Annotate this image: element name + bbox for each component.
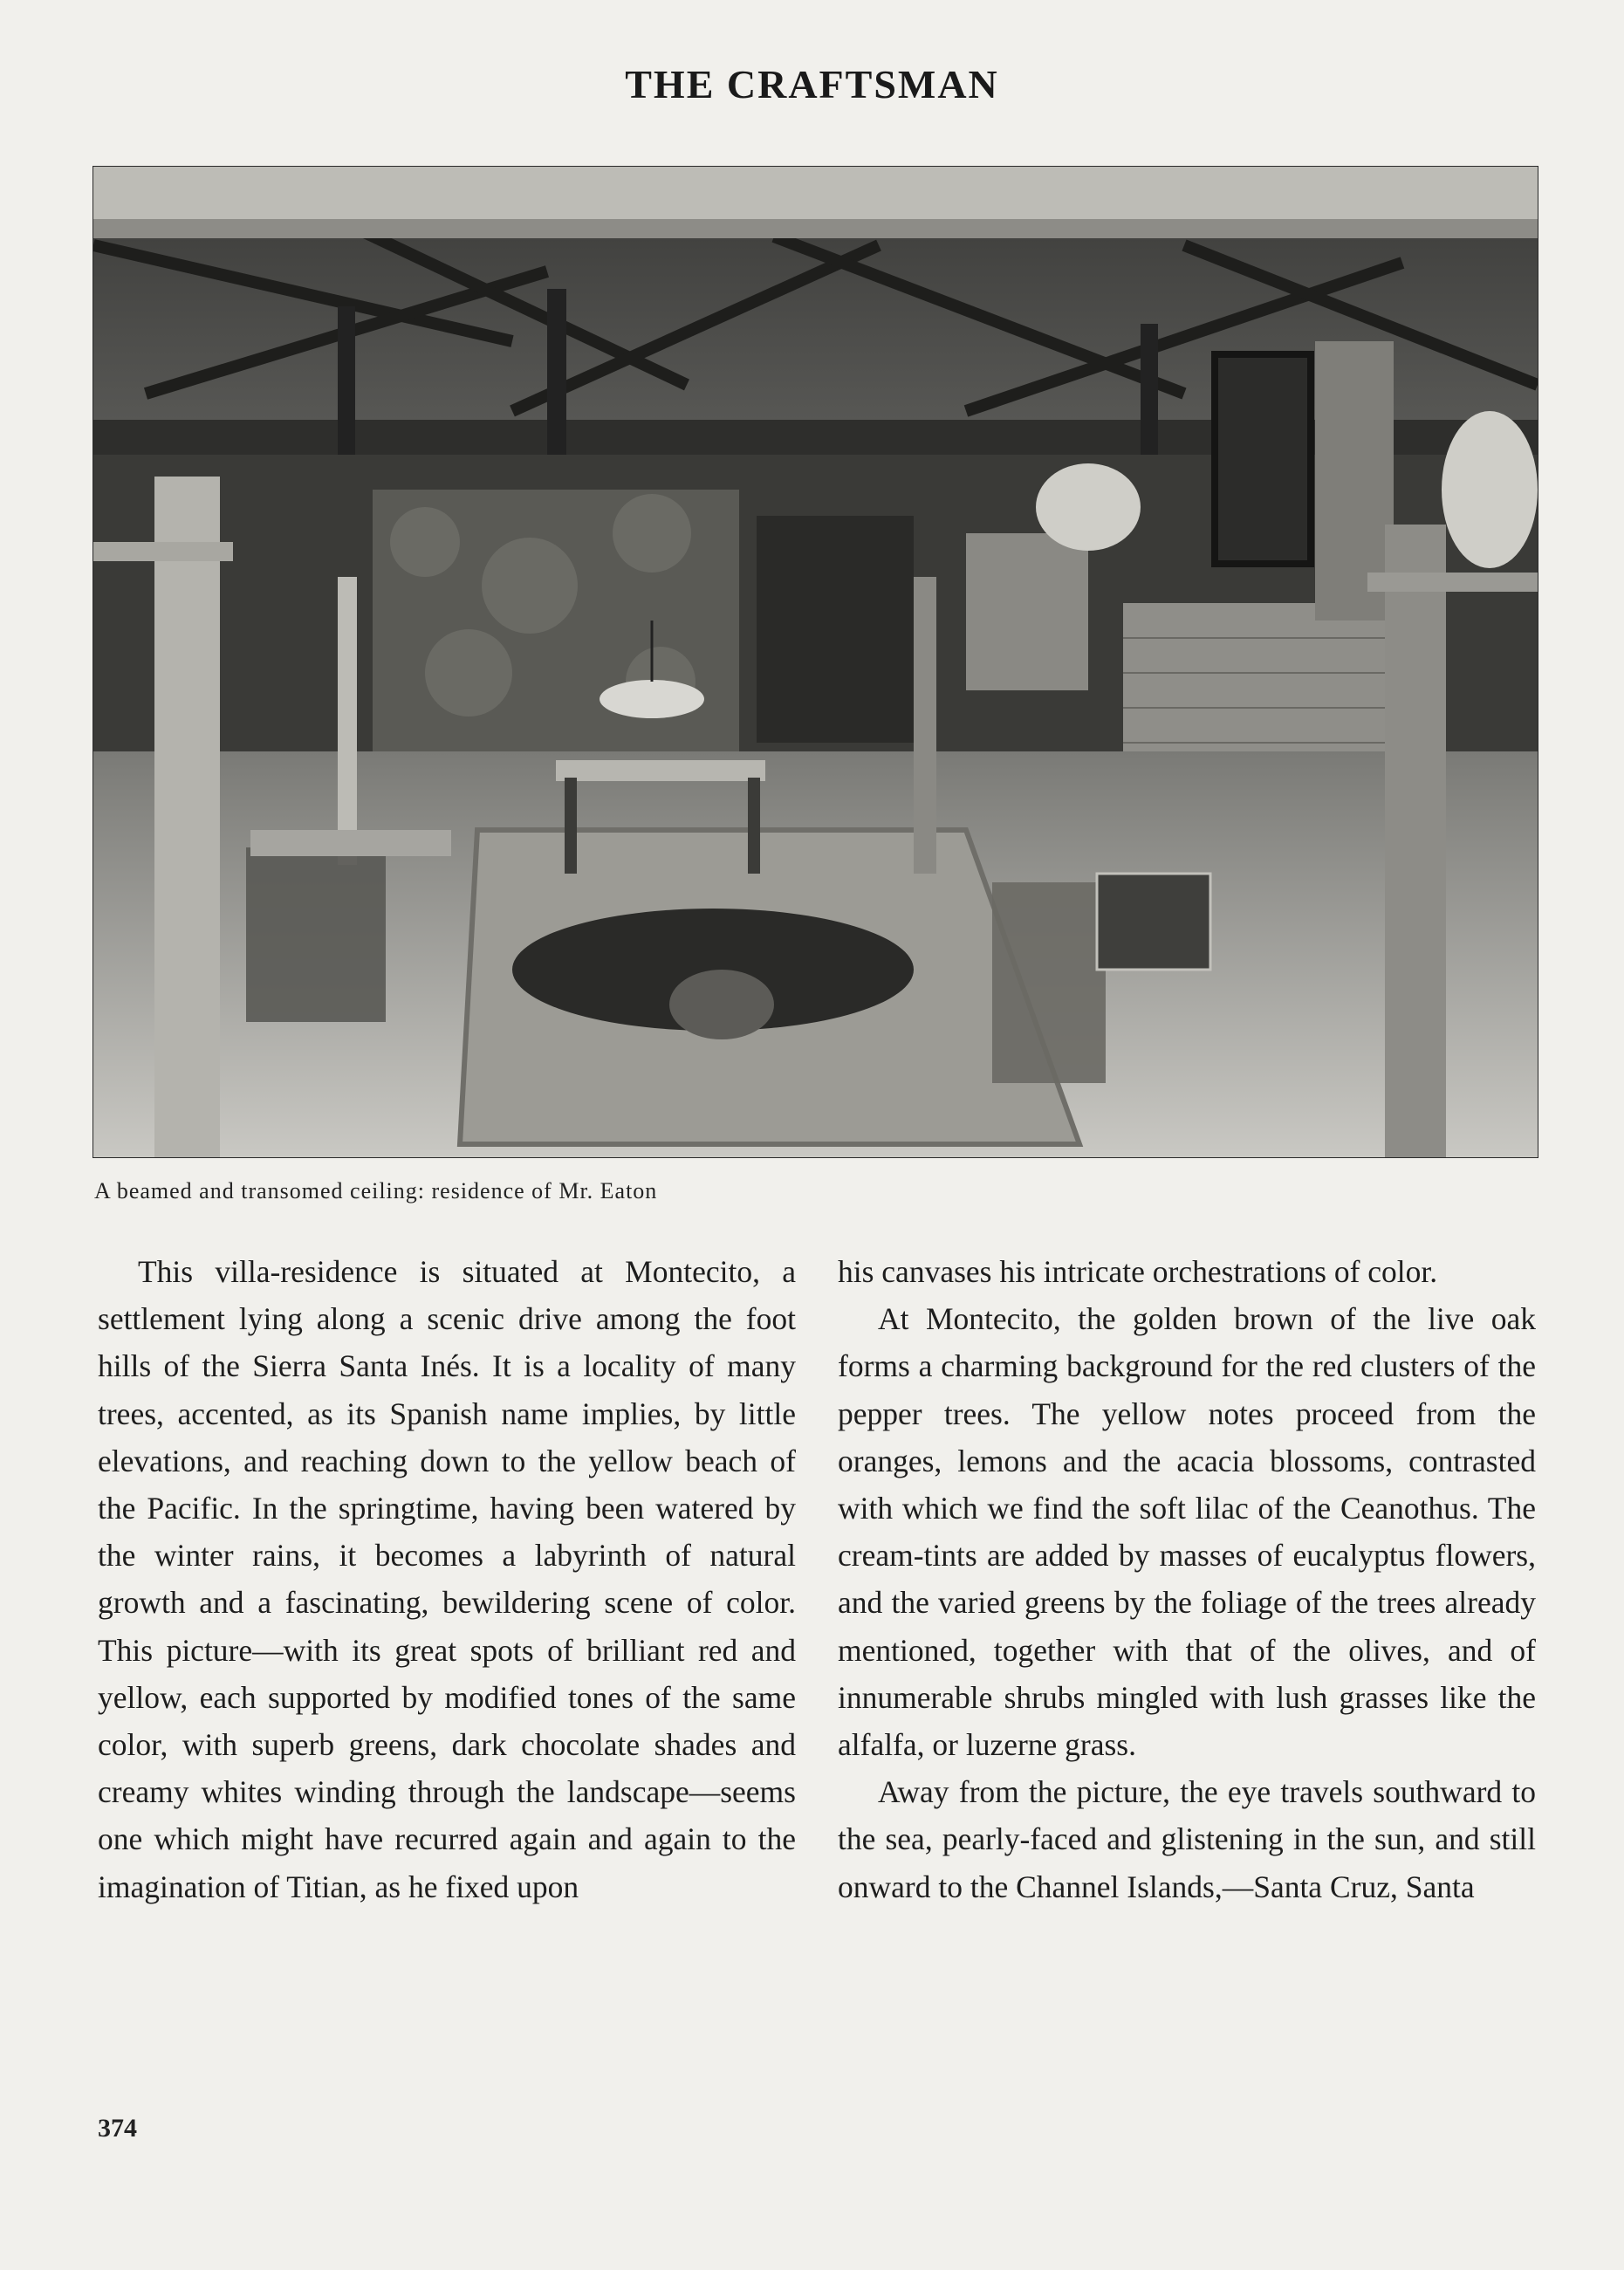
figure-caption: A beamed and transomed ceiling: residence of Mr. Eaton — [94, 1178, 658, 1204]
paragraph: his canvases his intricate orchestrations of color. — [838, 1254, 1438, 1289]
photo-illustration — [93, 167, 1538, 1157]
text-column-right — [838, 1248, 1536, 1910]
paragraph: At Montecito, the golden brown of the live oak forms a charming background for the red clusters of the pepper trees. The yellow notes proceed from the oranges, lemons and the acacia blossoms, contrasted with which we find the soft lilac of the Ceanothus. The cream-tints are added by masses of eucalyptus flowers, and the varied greens by the foliage of the trees already mentioned, together with that of the olives, and of innumerable shrubs mingled with lush grasses like the alfalfa, or luzerne grass. — [838, 1301, 1536, 1763]
paragraph: This villa-residence is situated at Montecito, a settlement lying along a scenic drive among the foot hills of the Sierra Santa Inés. It is a locality of many trees, accented, as its Spanish name implies, by little elevations, and reaching down to the yellow beach of the Pacific. In the springtime, having been watered by the winter rains, it becomes a labyrinth of natural growth and a fascinating, bewildering scene of color. This picture—with its great spots of brilliant red and yellow, each supported by modified tones of the same color, with superb greens, dark chocolate shades and creamy whites winding through the landscape—seems one which might have recurred again and again to the imagination of Titian, as he fixed upon — [98, 1254, 796, 1904]
interior-photograph — [93, 166, 1538, 1158]
text-column-left — [98, 1248, 796, 1910]
running-head: THE CRAFTSMAN — [625, 62, 999, 106]
page-number: 374 — [98, 2114, 137, 2143]
paragraph: Away from the picture, the eye travels southward to the sea, pearly-faced and glistening in the sun, and still onward to the Channel Islands,—Santa Cruz, Santa — [838, 1774, 1536, 1904]
